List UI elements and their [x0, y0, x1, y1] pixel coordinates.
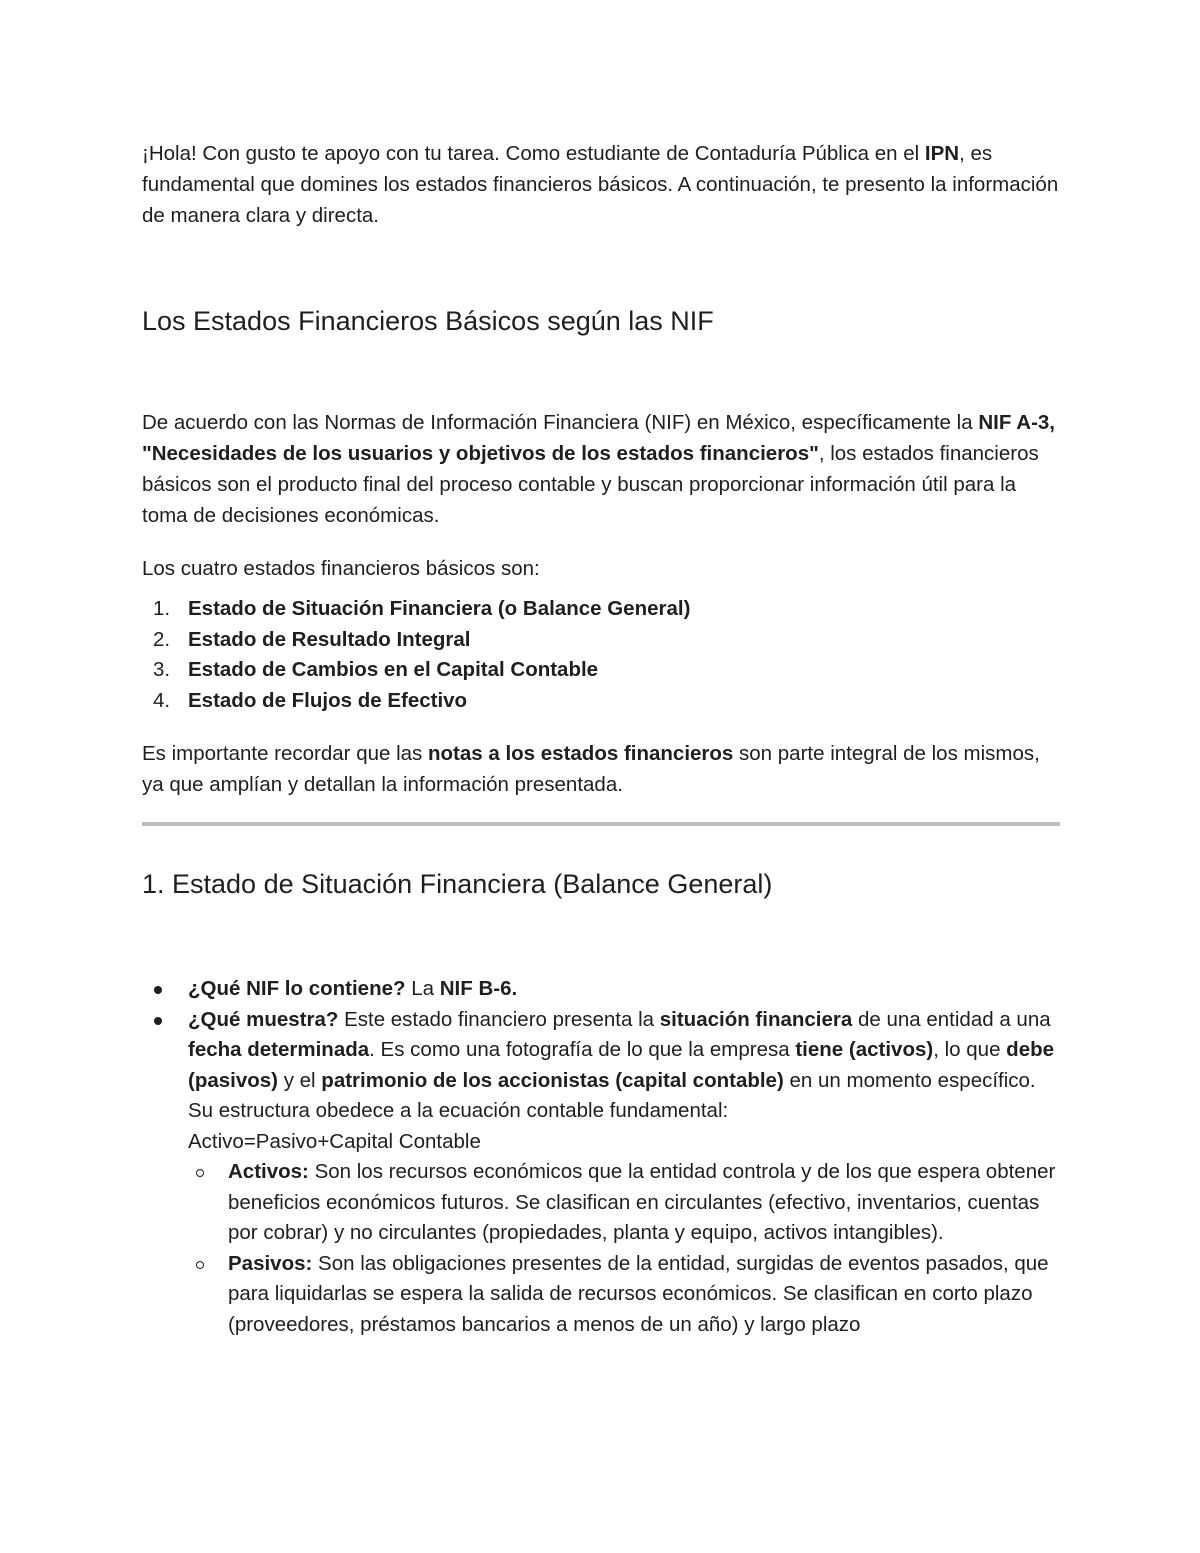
statement-item — [142, 625, 1060, 656]
sub-item-pasivos — [188, 1249, 1060, 1341]
notes-paragraph — [142, 738, 1060, 800]
hollow-bullet-icon — [196, 1169, 204, 1177]
notes-text-end: son parte integral de los mismos, ya que amplían y detallan la información presentada. — [142, 742, 1040, 796]
intro-text: ¡Hola! Con gusto te apoyo con tu tarea. Como estudiante de Contaduría Pública en el — [142, 142, 925, 165]
question-label: ¿Qué muestra? — [188, 1007, 339, 1031]
bullet-dot-icon — [154, 1017, 162, 1025]
answer-period: . — [511, 977, 518, 1000]
notes-text: Es importante recordar que las — [142, 742, 428, 765]
nif-a3-title: NIF A-3, "Necesidades de los usuarios y objetivos de los estados financieros" — [142, 411, 1055, 465]
answer-bold: NIF B-6 — [439, 977, 512, 1000]
intro-ipn: IPN — [924, 142, 960, 165]
statement-number: 2. — [153, 627, 171, 651]
hollow-bullet-icon — [196, 1261, 204, 1269]
answer-bold: situación financiera — [659, 1007, 853, 1031]
sub-bullets — [188, 1157, 1060, 1340]
statement-item — [142, 686, 1060, 717]
statement-item — [142, 594, 1060, 625]
statement-number: 3. — [153, 658, 171, 681]
answer-text: de una entidad a una — [852, 1007, 1051, 1031]
answer-text: . Es como una fotografía de lo que la empresa — [369, 1038, 796, 1061]
statement-label: Estado de Resultado Integral — [188, 627, 471, 651]
answer-bold: fecha determinada — [188, 1038, 370, 1061]
question-label: ¿Qué NIF lo contiene? — [188, 977, 406, 1000]
main-heading: Los Estados Financieros Básicos según las NIF — [142, 306, 714, 336]
sub-item-activos — [188, 1157, 1060, 1249]
answer-text: en un momento específico. Su estructura obedece a la ecuación contable fundamental: — [188, 1068, 1036, 1122]
document-content — [142, 138, 1060, 1340]
notes-bold: notas a los estados financieros — [428, 742, 734, 765]
four-statements-intro: Los cuatro estados financieros básicos son: — [142, 557, 540, 580]
nif-paragraph — [142, 407, 1060, 531]
answer-text: y el — [278, 1068, 322, 1092]
section-divider — [142, 822, 1060, 826]
section1-heading: 1. Estado de Situación Financiera (Balance General) — [142, 869, 773, 899]
sub-label: Activos: — [228, 1160, 309, 1183]
answer-bold: tiene (activos) — [795, 1038, 934, 1061]
answer-text: , lo que — [933, 1038, 1007, 1061]
intro-paragraph — [142, 138, 1060, 231]
sub-label: Pasivos: — [228, 1251, 313, 1275]
answer-text: La — [405, 977, 440, 1000]
bullet-item-shows — [142, 1005, 1060, 1341]
statements-list — [142, 594, 1060, 716]
statement-label: Estado de Flujos de Efectivo — [188, 688, 468, 712]
bullet-item-nif — [142, 974, 1060, 1005]
answer-bold: debe (pasivos) — [188, 1038, 1055, 1092]
sub-text: Son las obligaciones presentes de la entidad, surgidas de eventos pasados, que para liquidarlas se espera la salida de recursos económicos. Se clasifican en corto plazo (proveedores, préstamos bancarios a menos de un año) y largo plazo — [228, 1251, 1049, 1336]
section1-bullets — [142, 974, 1060, 1340]
statement-label: Estado de Cambios en el Capital Contable — [188, 658, 599, 681]
nif-text: De acuerdo con las Normas de Información Financiera (NIF) en México, específicamente la — [142, 411, 979, 434]
statement-item — [142, 655, 1060, 686]
nif-text-end: , los estados financieros básicos son el producto final del proceso contable y buscan proporcionar información útil para la toma de decisiones económicas. — [142, 442, 1039, 527]
answer-text: Este estado financiero presenta la — [338, 1007, 660, 1031]
statement-number: 4. — [153, 688, 171, 712]
sub-text: Son los recursos económicos que la entidad controla y de los que espera obtener beneficios económicos futuros. Se clasifican en circulantes (efectivo, inventarios, cuentas por cobrar) y no circulantes (propiedades, planta y equipo, activos intangibles). — [228, 1160, 1056, 1244]
statement-number: 1. — [153, 597, 171, 620]
bullet-dot-icon — [154, 986, 162, 994]
answer-bold: patrimonio de los accionistas (capital contable) — [321, 1068, 784, 1092]
statement-label: Estado de Situación Financiera (o Balance General) — [188, 597, 691, 620]
accounting-equation: Activo=Pasivo+Capital Contable — [188, 1129, 481, 1153]
intro-text-end: , es fundamental que domines los estados financieros básicos. A continuación, te presento la información de manera clara y directa. — [142, 142, 1059, 227]
